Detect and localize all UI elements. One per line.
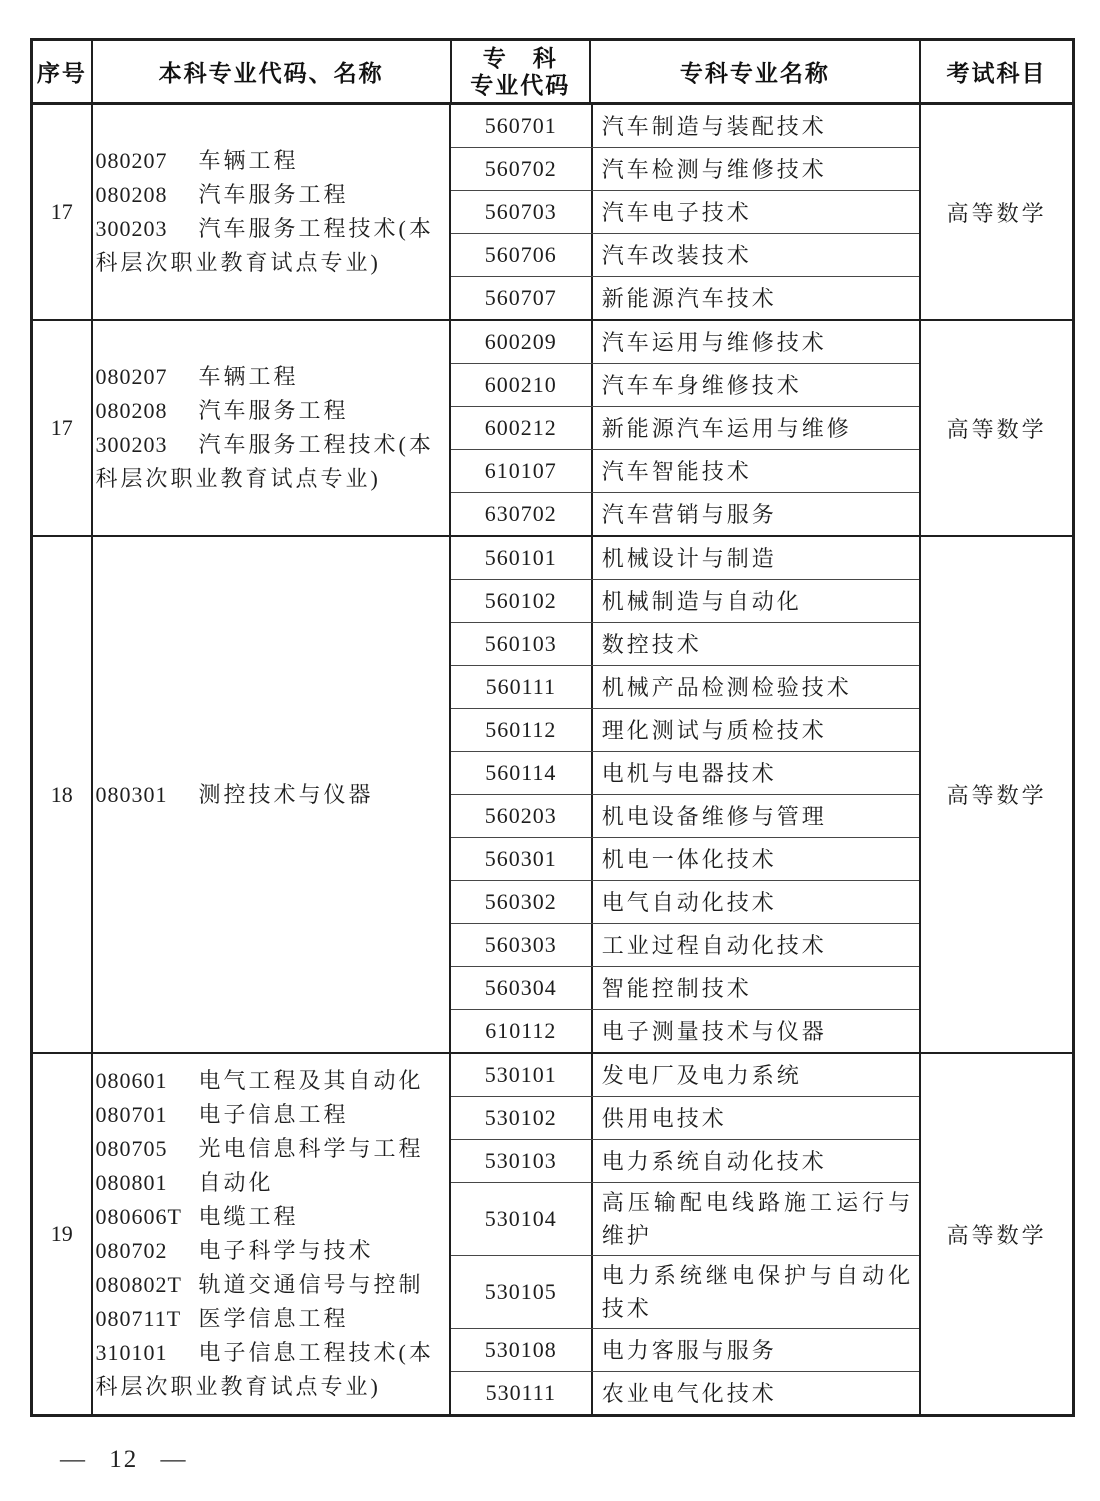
major-row [451,449,919,492]
college-major-name: 高压输配电线路施工运行与维护 [601,1190,914,1248]
undergrad-code: 080207 [95,148,168,173]
college-major-code-cell: 530108 [484,1337,557,1362]
college-majors-list [449,321,919,535]
undergrad-entry [96,1064,449,1098]
college-major-name: 汽车改装技术 [601,242,752,268]
undergrad-entry [96,360,449,394]
undergrad-name: 测控技术与仪器 [198,781,374,807]
major-row [451,665,919,708]
college-major-name-cell [591,105,919,147]
sequence-number-cell: 18 [50,781,73,807]
header-college-code [450,41,589,102]
undergrad-name: 电气工程及其自动化 [198,1068,424,1093]
undergrad-code: 080701 [95,1102,168,1127]
college-major-name-cell [591,752,919,794]
major-row [451,492,919,535]
major-row [451,622,919,665]
page-number: — 12 — [60,1446,188,1473]
major-row [451,579,919,622]
college-major-name-cell [591,1372,919,1414]
college-major-name-cell [591,1140,919,1182]
college-major-name-cell [591,321,919,363]
exam-subject-cell: 高等数学 [919,321,1072,535]
header-college-code-line2: 专业代码 [470,71,571,98]
college-major-name-cell [591,234,919,276]
undergrad-name: 医学信息工程 [198,1306,349,1331]
college-major-code-cell: 610107 [484,458,557,483]
undergrad-code: 080208 [95,182,168,207]
undergrad-entry [96,1098,449,1132]
college-major-code-cell: 560707 [484,285,557,310]
undergrad-name: 汽车服务工程 [198,398,349,423]
undergrad-name: 轨道交通信号与控制 [198,1272,424,1297]
college-major-name-cell [591,407,919,449]
undergrad-entry [96,428,449,496]
major-row [451,1371,919,1414]
undergrad-entry [96,144,449,178]
college-major-code-cell: 560101 [484,545,557,570]
college-major-name-cell [591,623,919,665]
sequence-number-cell: 17 [50,199,73,224]
college-major-name: 汽车电子技术 [601,199,752,225]
undergrad-majors-cell [91,321,449,535]
undergrad-code: 080606T [95,1204,182,1229]
undergrad-entry [96,778,449,812]
major-row [451,1139,919,1182]
college-major-name-cell [591,580,919,622]
college-major-name: 汽车运用与维修技术 [601,329,827,355]
college-major-name: 电子测量技术与仪器 [601,1018,827,1044]
major-row [451,794,919,837]
undergrad-entry [96,1268,449,1302]
undergrad-code: 300203 [95,432,168,457]
header-exam-subject: 考试科目 [919,41,1072,102]
college-major-code-cell: 530101 [484,1062,557,1087]
major-row [451,537,919,579]
college-major-name-cell [591,1097,919,1139]
college-major-name: 电气自动化技术 [601,889,777,915]
table-header-row [33,41,1072,105]
college-major-name: 汽车制造与装配技术 [601,113,827,139]
college-major-name: 机械制造与自动化 [601,588,802,614]
college-major-code-cell: 600210 [484,372,557,397]
college-major-name: 智能控制技术 [601,975,752,1001]
college-major-code-cell: 560703 [484,199,557,224]
college-major-name: 供用电技术 [601,1105,727,1131]
majors-table [30,38,1075,1417]
undergrad-name: 车辆工程 [198,364,299,389]
major-row [451,1054,919,1096]
undergrad-code: 080801 [95,1170,168,1195]
sequence-number-cell: 19 [50,1221,73,1246]
exam-subject-cell: 高等数学 [919,537,1072,1052]
college-major-code-cell: 560301 [484,846,557,871]
major-row [451,1328,919,1371]
undergrad-name: 汽车服务工程技术(本科层次职业教育试点专业) [95,432,434,491]
header-seq: 序号 [36,60,87,86]
college-major-name-cell [591,795,919,837]
undergrad-name: 电子科学与技术 [198,1238,374,1263]
college-major-code-cell: 530103 [484,1148,557,1173]
college-major-name: 汽车营销与服务 [601,501,777,527]
college-major-code-cell: 560203 [484,803,557,828]
undergrad-name: 光电信息科学与工程 [198,1136,424,1161]
college-major-code-cell: 600209 [484,329,557,354]
college-major-code-cell: 560701 [484,113,557,138]
college-major-code-cell: 560304 [484,975,557,1000]
college-major-code-cell: 530111 [485,1380,556,1405]
college-major-name: 汽车车身维修技术 [601,372,802,398]
major-row [451,880,919,923]
college-major-name: 电力客服与服务 [601,1337,777,1363]
college-major-name-cell [591,1256,919,1328]
header-college-major-name: 专科专业名称 [589,41,919,102]
header-college-code-line1: 专 科 [482,44,558,71]
college-major-name: 农业电气化技术 [601,1380,777,1406]
college-major-name-cell [591,924,919,966]
college-major-name: 汽车检测与维修技术 [601,156,827,182]
college-major-name-cell [591,1010,919,1052]
college-majors-list [449,537,919,1052]
undergrad-majors-cell [91,1054,449,1414]
undergrad-entry [96,1302,449,1336]
undergrad-code: 080601 [95,1068,168,1093]
undergrad-entry [96,1132,449,1166]
undergrad-code: 080207 [95,364,168,389]
college-major-name: 数控技术 [601,631,702,657]
college-major-name-cell [591,277,919,319]
undergrad-majors-cell [91,105,449,319]
college-major-code-cell: 560303 [484,932,557,957]
college-major-code-cell: 560706 [484,242,557,267]
college-major-name-cell [591,1183,919,1255]
undergrad-entry [96,178,449,212]
college-major-code-cell: 560111 [485,674,556,699]
college-major-code-cell: 560702 [484,156,557,181]
undergrad-entry [96,1234,449,1268]
college-majors-list [449,105,919,319]
major-row [451,751,919,794]
major-row [451,923,919,966]
college-major-name: 理化测试与质检技术 [601,717,827,743]
college-major-name-cell [591,967,919,1009]
college-major-name-cell [591,1329,919,1371]
table-section [33,319,1072,535]
exam-subject-cell: 高等数学 [919,1054,1072,1414]
college-major-name: 新能源汽车运用与维修 [601,415,852,441]
undergrad-entry [96,1166,449,1200]
major-row [451,837,919,880]
college-major-name-cell [591,364,919,406]
undergrad-entry [96,1200,449,1234]
major-row [451,363,919,406]
college-major-name: 新能源汽车技术 [601,285,777,311]
college-major-name: 机械产品检测检验技术 [601,674,852,700]
college-major-code-cell: 560114 [485,760,557,785]
table-section [33,535,1072,1052]
major-row [451,233,919,276]
college-major-name-cell [591,537,919,579]
college-major-name: 工业过程自动化技术 [601,932,827,958]
college-major-code-cell: 530104 [484,1206,557,1231]
major-row [451,105,919,147]
college-major-code-cell: 610112 [485,1018,557,1043]
undergrad-name: 电缆工程 [198,1204,299,1229]
major-row [451,406,919,449]
undergrad-code: 300203 [95,216,168,241]
table-section [33,105,1072,319]
college-majors-list [449,1054,919,1414]
undergrad-name: 车辆工程 [198,148,299,173]
undergrad-entry [96,394,449,428]
major-row [451,1009,919,1052]
college-major-name: 电力系统继电保护与自动化技术 [601,1263,914,1321]
college-major-name-cell [591,148,919,190]
major-row [451,1096,919,1139]
sequence-number-cell: 17 [50,415,73,440]
undergrad-name: 汽车服务工程技术(本科层次职业教育试点专业) [95,216,434,275]
exam-subject-cell: 高等数学 [919,105,1072,319]
undergrad-code: 080802T [95,1272,182,1297]
major-row [451,966,919,1009]
undergrad-code: 080705 [95,1136,168,1161]
undergrad-majors-cell [91,537,449,1052]
undergrad-code: 080301 [95,781,168,807]
major-row [451,708,919,751]
major-row [451,1182,919,1255]
undergrad-name: 汽车服务工程 [198,182,349,207]
college-major-name: 汽车智能技术 [601,458,752,484]
undergrad-name: 自动化 [198,1170,274,1195]
college-major-name-cell [591,666,919,708]
undergrad-name: 电子信息工程技术(本科层次职业教育试点专业) [95,1340,434,1399]
college-major-code-cell: 560302 [484,889,557,914]
college-major-name-cell [591,838,919,880]
major-row [451,1255,919,1328]
major-row [451,147,919,190]
college-major-code-cell: 560112 [485,717,557,742]
undergrad-entry [96,1336,449,1404]
undergrad-code: 310101 [95,1340,168,1365]
college-major-name: 机械设计与制造 [601,545,777,571]
college-major-code-cell: 630702 [484,501,557,526]
college-major-name-cell [591,191,919,233]
college-major-code-cell: 530105 [484,1279,557,1304]
college-major-name-cell [591,450,919,492]
undergrad-code: 080711T [95,1306,182,1331]
college-major-name: 机电设备维修与管理 [601,803,827,829]
college-major-name-cell [591,1054,919,1096]
college-major-code-cell: 530102 [484,1105,557,1130]
college-major-name-cell [591,493,919,535]
major-row [451,321,919,363]
college-major-name: 发电厂及电力系统 [601,1062,802,1088]
major-row [451,276,919,319]
college-major-name-cell [591,709,919,751]
header-undergrad-major: 本科专业代码、名称 [91,41,450,102]
college-major-name: 机电一体化技术 [601,846,777,872]
table-section [33,1052,1072,1414]
undergrad-entry [96,212,449,280]
undergrad-code: 080702 [95,1238,168,1263]
college-major-code-cell: 560102 [484,588,557,613]
college-major-code-cell: 560103 [484,631,557,656]
college-major-name: 电机与电器技术 [601,760,777,786]
college-major-name-cell [591,881,919,923]
undergrad-name: 电子信息工程 [198,1102,349,1127]
major-row [451,190,919,233]
college-major-code-cell: 600212 [484,415,557,440]
table-body [33,105,1072,1414]
college-major-name: 电力系统自动化技术 [601,1148,827,1174]
undergrad-code: 080208 [95,398,168,423]
